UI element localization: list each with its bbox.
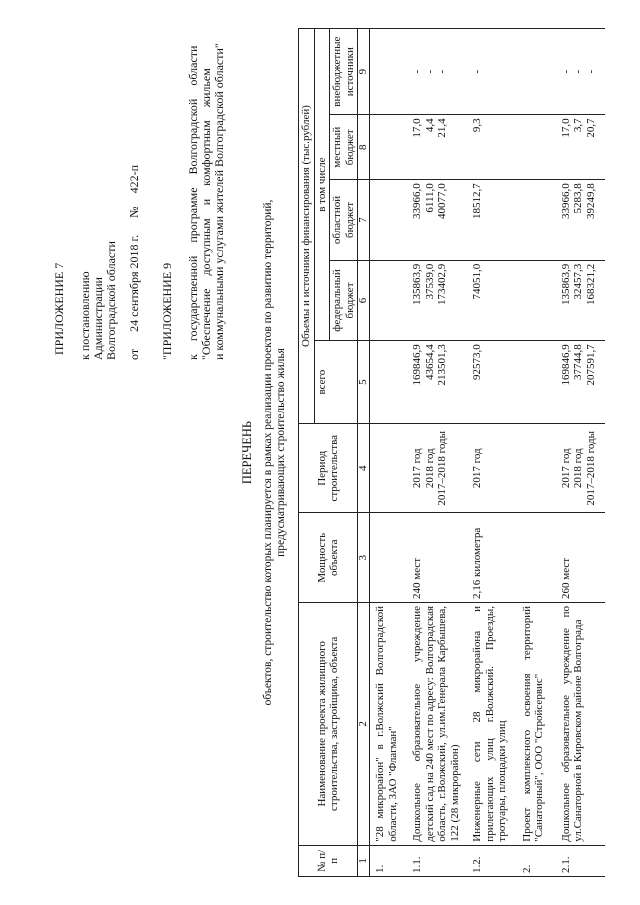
financing-table bbox=[298, 28, 605, 877]
cell-capacity bbox=[370, 513, 410, 602]
date-prefix: от bbox=[127, 348, 141, 360]
cell-num: 1. bbox=[370, 845, 410, 876]
colnum-4: 4 bbox=[358, 424, 370, 513]
cell-extra: - bbox=[469, 29, 519, 115]
table-row bbox=[558, 29, 606, 877]
colnum-5: 5 bbox=[358, 341, 370, 424]
cell-extra bbox=[519, 29, 558, 115]
table-row bbox=[409, 29, 469, 877]
header-capacity: Мощность объекта bbox=[299, 513, 358, 602]
cell-extra bbox=[370, 29, 410, 115]
cell-local: 17,0 3,7 20,7 bbox=[558, 115, 606, 180]
cell-capacity: 260 мест bbox=[558, 513, 606, 602]
cell-capacity: 240 мест bbox=[409, 513, 469, 602]
cell-regional: 33966,0 5283,8 39249,8 bbox=[558, 180, 606, 261]
cell-name: Инженерные сети 28 микрорайона и прилегающих улиц г.Волжский. Проезды, тротуары, площадки улиц bbox=[469, 602, 519, 845]
header-federal: федеральный бюджет bbox=[330, 260, 358, 341]
cell-period bbox=[370, 424, 410, 513]
header-total: всего bbox=[314, 341, 358, 424]
cell-federal bbox=[519, 260, 558, 341]
cell-period bbox=[519, 424, 558, 513]
cell-regional bbox=[519, 180, 558, 261]
cell-regional: 18512,7 bbox=[469, 180, 519, 261]
column-numbers-row bbox=[358, 29, 370, 877]
cell-regional: 33966,0 6111,0 40077,0 bbox=[409, 180, 469, 261]
colnum-8: 8 bbox=[358, 115, 370, 180]
cell-name: Дошкольное образовательное учреждение по ул.Санаторной в Кировском районе Волгограда bbox=[558, 602, 606, 845]
cell-name: Дошкольное образовательное учреждение детский сад на 240 мест по адресу: Волгоградская область, г.Волжский, ул.им.Генерала Карбышева, 122 (28 микрорайон) bbox=[409, 602, 469, 845]
cell-extra: - - - bbox=[558, 29, 606, 115]
cell-total bbox=[519, 341, 558, 424]
colnum-6: 6 bbox=[358, 260, 370, 341]
list-subtitle-1: объектов, строительство которых планируется в рамках реализации проектов по развитию территорий, bbox=[262, 199, 274, 706]
appendix-line-2: Администрации bbox=[91, 277, 105, 360]
cell-num: 1.1. bbox=[409, 845, 469, 876]
annex9-title: "ПРИЛОЖЕНИЕ 9 bbox=[160, 262, 174, 360]
cell-num: 1.2. bbox=[469, 845, 519, 876]
appendix-title: ПРИЛОЖЕНИЕ 7 bbox=[52, 262, 66, 355]
cell-local: 9,3 bbox=[469, 115, 519, 180]
colnum-7: 7 bbox=[358, 180, 370, 261]
table-row bbox=[469, 29, 519, 877]
list-title: ПЕРЕЧЕНЬ bbox=[240, 420, 254, 485]
header-num: № п/п bbox=[299, 845, 358, 876]
table-body bbox=[370, 29, 606, 877]
colnum-1: 1 bbox=[358, 845, 370, 876]
cell-period: 2017 год 2018 год 2017–2018 годы bbox=[409, 424, 469, 513]
cell-total: 92573,0 bbox=[469, 341, 519, 424]
cell-local: 17,0 4,4 21,4 bbox=[409, 115, 469, 180]
appendix-line-1: к постановлению bbox=[78, 271, 92, 360]
cell-num: 2. bbox=[519, 845, 558, 876]
cell-local bbox=[370, 115, 410, 180]
cell-capacity bbox=[519, 513, 558, 602]
annex9-line-1: к государственной программе Волгоградской области bbox=[186, 45, 200, 360]
annex9-line-2: "Обеспечение доступным и комфортным жильем bbox=[199, 68, 213, 360]
colnum-9: 9 bbox=[358, 29, 370, 115]
header-name: Наименование проекта жилищного строительства, застройщика, объекта bbox=[299, 602, 358, 845]
cell-name: "28 микрорайон" в г.Волжский Волгоградской области, ЗАО "Флагман" bbox=[370, 602, 410, 845]
header-incl: в том числе bbox=[314, 29, 330, 341]
cell-period: 2017 год 2018 год 2017–2018 годы bbox=[558, 424, 606, 513]
table-row bbox=[370, 29, 410, 877]
cell-total bbox=[370, 341, 410, 424]
cell-name: Проект комплексного освоения территорий "Санаторный", ООО "Стройсервис" bbox=[519, 602, 558, 845]
annex9-line-3: и коммунальными услугами жителей Волгоградской области" bbox=[212, 43, 226, 360]
colnum-3: 3 bbox=[358, 513, 370, 602]
cell-regional bbox=[370, 180, 410, 261]
header-local: местный бюджет bbox=[330, 115, 358, 180]
cell-local bbox=[519, 115, 558, 180]
appendix-line-3: Волгоградской области bbox=[104, 241, 118, 360]
cell-federal: 74051,0 bbox=[469, 260, 519, 341]
cell-total: 169846,9 37744,8 207591,7 bbox=[558, 341, 606, 424]
list-subtitle-2: предусматривающих строительство жилья bbox=[275, 348, 287, 557]
date-value: 24 сентября 2018 г. bbox=[127, 234, 141, 332]
header-funding: Объемы и источники финансирования (тыс.рублей) bbox=[299, 29, 315, 424]
cell-period: 2017 год bbox=[469, 424, 519, 513]
table-row bbox=[519, 29, 558, 877]
header-extra: внебюджетные источники bbox=[330, 29, 358, 115]
number-value: 422-п bbox=[127, 165, 141, 194]
number-prefix: № bbox=[127, 206, 141, 218]
cell-total: 169846,9 43654,4 213501,3 bbox=[409, 341, 469, 424]
colnum-2: 2 bbox=[358, 602, 370, 845]
cell-federal bbox=[370, 260, 410, 341]
cell-federal: 135863,9 32457,3 168321,2 bbox=[558, 260, 606, 341]
header-regional: областной бюджет bbox=[330, 180, 358, 261]
cell-extra: - - - bbox=[409, 29, 469, 115]
cell-num: 2.1. bbox=[558, 845, 606, 876]
appendix-date-line bbox=[127, 165, 141, 360]
header-period: Период строительства bbox=[299, 424, 358, 513]
cell-capacity: 2,16 километра bbox=[469, 513, 519, 602]
cell-federal: 135863,9 37539,0 173402,9 bbox=[409, 260, 469, 341]
